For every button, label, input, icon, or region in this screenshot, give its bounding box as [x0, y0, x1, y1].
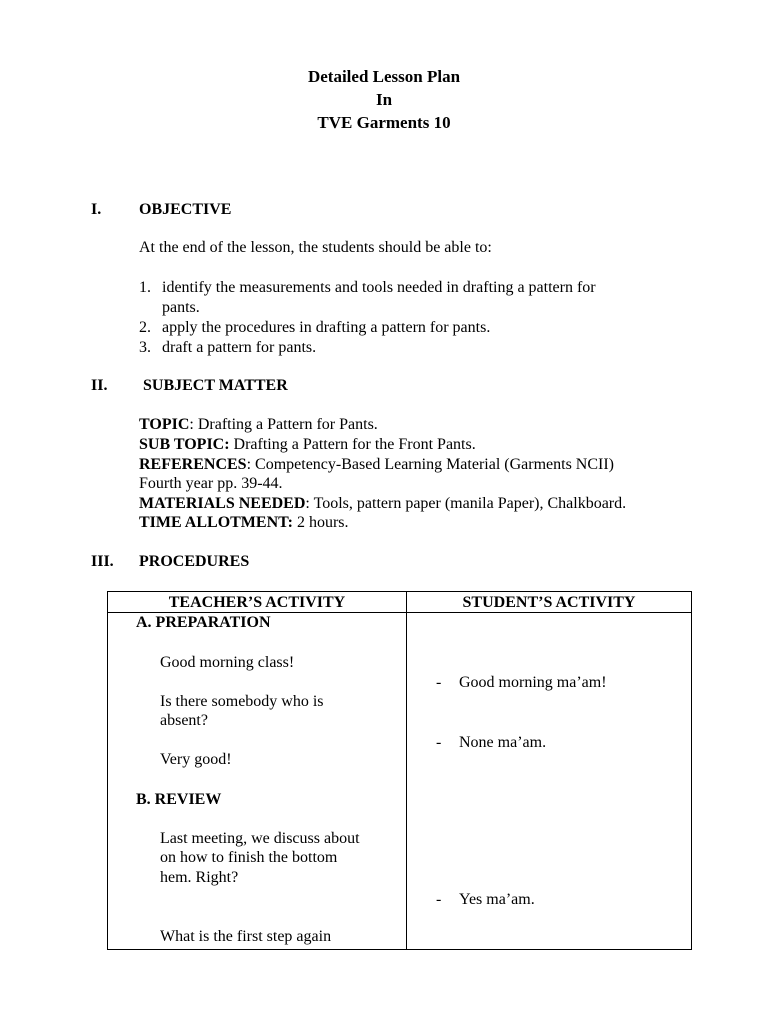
objective-item-number: 2.	[139, 319, 151, 336]
student-bullet: -	[436, 674, 442, 691]
section-heading-subject-matter: SUBJECT MATTER	[143, 377, 288, 394]
section-heading-procedures: PROCEDURES	[139, 553, 250, 570]
materials-line	[139, 494, 626, 514]
materials-value: : Tools, pattern paper (manila Paper), Chalkboard.	[305, 495, 627, 512]
objective-item-number: 1.	[139, 279, 151, 296]
procedures-table	[107, 591, 692, 950]
references-label: REFERENCES	[139, 456, 247, 473]
preparation-label: A. PREPARATION	[136, 614, 271, 631]
teacher-line: Very good!	[160, 751, 232, 768]
teacher-line: Good morning class!	[160, 654, 295, 671]
teacher-line: hem. Right?	[160, 869, 239, 886]
topic-value: : Drafting a Pattern for Pants.	[189, 416, 378, 433]
subtopic-line	[139, 435, 476, 455]
teacher-line: What is the first step again	[160, 928, 332, 945]
time-allotment-line	[139, 513, 349, 533]
student-bullet: -	[436, 734, 442, 751]
references-line	[139, 455, 614, 475]
doc-title-line-3: TVE Garments 10	[317, 113, 451, 132]
time-allotment-label: TIME ALLOTMENT:	[139, 514, 293, 531]
doc-title-line-1: Detailed Lesson Plan	[307, 67, 461, 86]
references-value: : Competency-Based Learning Material (Garments NCII)	[246, 456, 615, 473]
topic-line	[139, 415, 378, 435]
table-row	[108, 613, 692, 950]
objective-item-number: 3.	[139, 339, 151, 356]
objective-intro: At the end of the lesson, the students should be able to:	[139, 239, 492, 256]
table-header-row	[108, 592, 692, 613]
student-bullet: -	[436, 891, 442, 908]
teacher-activity-header: TEACHER’S ACTIVITY	[108, 592, 407, 613]
objective-item-text: apply the procedures in drafting a pattern for pants.	[162, 319, 491, 336]
student-response: Good morning ma’am!	[459, 674, 607, 691]
objective-item-text: draft a pattern for pants.	[162, 339, 317, 356]
time-allotment-value: 2 hours.	[292, 514, 349, 531]
references-line-continued: Fourth year pp. 39-44.	[139, 475, 283, 492]
student-response: None ma’am.	[459, 734, 547, 751]
section-number-subject-matter: II.	[91, 377, 108, 394]
teacher-line: absent?	[160, 712, 208, 729]
student-response: Yes ma’am.	[459, 891, 535, 908]
student-activity-cell	[407, 613, 692, 950]
section-heading-objective: OBJECTIVE	[139, 201, 232, 218]
teacher-activity-cell	[108, 613, 407, 950]
teacher-line: Is there somebody who is	[160, 693, 324, 710]
section-number-objective: I.	[91, 201, 102, 218]
topic-label: TOPIC	[139, 416, 190, 433]
teacher-line: Last meeting, we discuss about	[160, 830, 360, 847]
subtopic-label: SUB TOPIC:	[139, 436, 230, 453]
review-label: B. REVIEW	[136, 791, 222, 808]
student-activity-header: STUDENT’S ACTIVITY	[407, 592, 692, 613]
section-number-procedures: III.	[91, 553, 114, 570]
materials-label: MATERIALS NEEDED	[139, 495, 306, 512]
objective-item-text: identify the measurements and tools needed in drafting a pattern for	[162, 279, 596, 296]
objective-item-text-continued: pants.	[162, 299, 200, 316]
teacher-line: on how to finish the bottom	[160, 849, 338, 866]
doc-title-line-2: In	[375, 90, 393, 109]
subtopic-value: Drafting a Pattern for the Front Pants.	[229, 436, 476, 453]
